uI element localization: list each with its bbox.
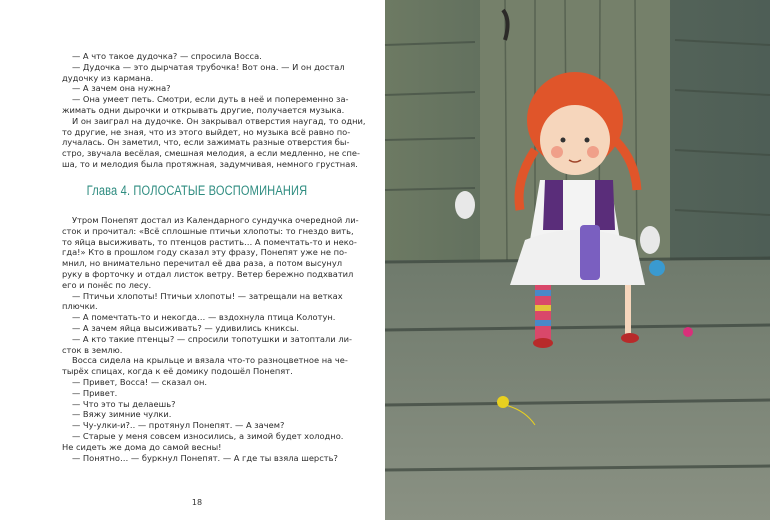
- text-line: — Она умеет петь. Смотри, если дуть в неё и попеременно за-: [72, 94, 349, 105]
- bunny: [640, 226, 660, 254]
- text-line: — А кто такие птенцы? — спросили топотушки и затоптали ли-: [72, 333, 353, 344]
- text-line: — Дудочка — это дырчатая трубочка! Вот она. — И он достал: [72, 61, 345, 72]
- text-line: плючки.: [62, 301, 98, 312]
- text-line: ша, то и мелодия была протяжная, задумчивая, немного грустная.: [62, 158, 358, 169]
- text-line: то яйца высиживать, то птенцов растить… А помечтать-то и неко-: [62, 236, 357, 247]
- text-line: — А зачем она нужна?: [72, 83, 171, 94]
- text-line: — А зачем яйца высиживать? — удивились книксы.: [72, 322, 300, 333]
- text-line: сток в землю.: [62, 344, 123, 355]
- text-line: — Что это ты делаешь?: [72, 398, 176, 409]
- girl-knitting-illustration: [385, 0, 770, 520]
- text-line: жимать одни дырочки и открывать другие, получается музыка.: [62, 104, 345, 115]
- text-line: — А что такое дудочка? — спросила Восса.: [72, 51, 262, 61]
- yarn-ball-yellow: [497, 396, 509, 408]
- text-line: мнил, но внимательно перечитал её два раза, а потом высунул: [62, 258, 343, 269]
- text-block-2: [62, 215, 359, 463]
- text-line: сток и прочитал: «Всё сплошные птичьи хлопоты: то гнездо вить,: [62, 225, 354, 236]
- bunny: [455, 191, 475, 219]
- text-line: его и понёс по лесу.: [62, 279, 152, 290]
- text-line: дудочку из кармана.: [62, 72, 154, 83]
- text-line: стро, звучала весёлая, смешная мелодия, а если медленно, не спе-: [62, 148, 361, 159]
- left-page: [0, 0, 385, 520]
- dress: [510, 230, 645, 285]
- page-number: 18: [191, 498, 203, 507]
- chapter-heading: Глава 4. ПОЛОСАТЫЕ ВОСПОМИНАНИЯ: [86, 183, 308, 198]
- text-line: — Привет.: [72, 387, 118, 398]
- text-line: Не сидеть же дома до самой весны!: [62, 441, 222, 452]
- knitted-stocking: [580, 225, 600, 280]
- text-line: руку в форточку и отдал листок ветру. Ветер бережно подхватил: [62, 268, 354, 279]
- text-line: гда!» Кто в прошлом году сказал эту фразу, Понепят уже не по-: [62, 247, 348, 258]
- text-line: то другие, не зная, что из этого выйдет, но музыка всё равно по-: [62, 126, 351, 137]
- text-line: И он заиграл на дудочке. Он закрывал отверстия наугад, то одни,: [72, 115, 366, 126]
- text-line: — Старые у меня совсем износились, а зимой будет холодно.: [72, 430, 344, 441]
- yarn-ball-blue: [649, 260, 665, 276]
- yarn-ball-pink: [683, 327, 693, 337]
- text-line: — Птичьи хлопоты! Птичьи хлопоты! — затрещали на ветках: [72, 290, 343, 301]
- text-line: — Привет, Восса! — сказал он.: [72, 376, 208, 387]
- text-line: Восса сидела на крыльце и вязала что-то разноцветное на че-: [72, 355, 348, 366]
- text-line: — А помечтать-то и некогда… — вздохнула птица Колотун.: [72, 312, 336, 323]
- text-line: Утром Понепят достал из Календарного сундучка очередной ли-: [72, 215, 359, 225]
- girl-face: [540, 105, 610, 175]
- text-line: — Понятно… — буркнул Понепят. — А где ты взяла шерсть?: [72, 452, 338, 463]
- text-line: — Чу-улки-и?.. — протянул Понепят. — А зачем?: [72, 420, 285, 431]
- text-block-1: [62, 51, 366, 170]
- illustration: [385, 0, 770, 520]
- text-line: тырёх спицах, когда к её домику подошёл Понепят.: [62, 366, 293, 377]
- text-line: — Вяжу зимние чулки.: [72, 409, 172, 420]
- text-line: лучалась. Он заметил, что, если зажимать разные отверстия бы-: [62, 137, 350, 148]
